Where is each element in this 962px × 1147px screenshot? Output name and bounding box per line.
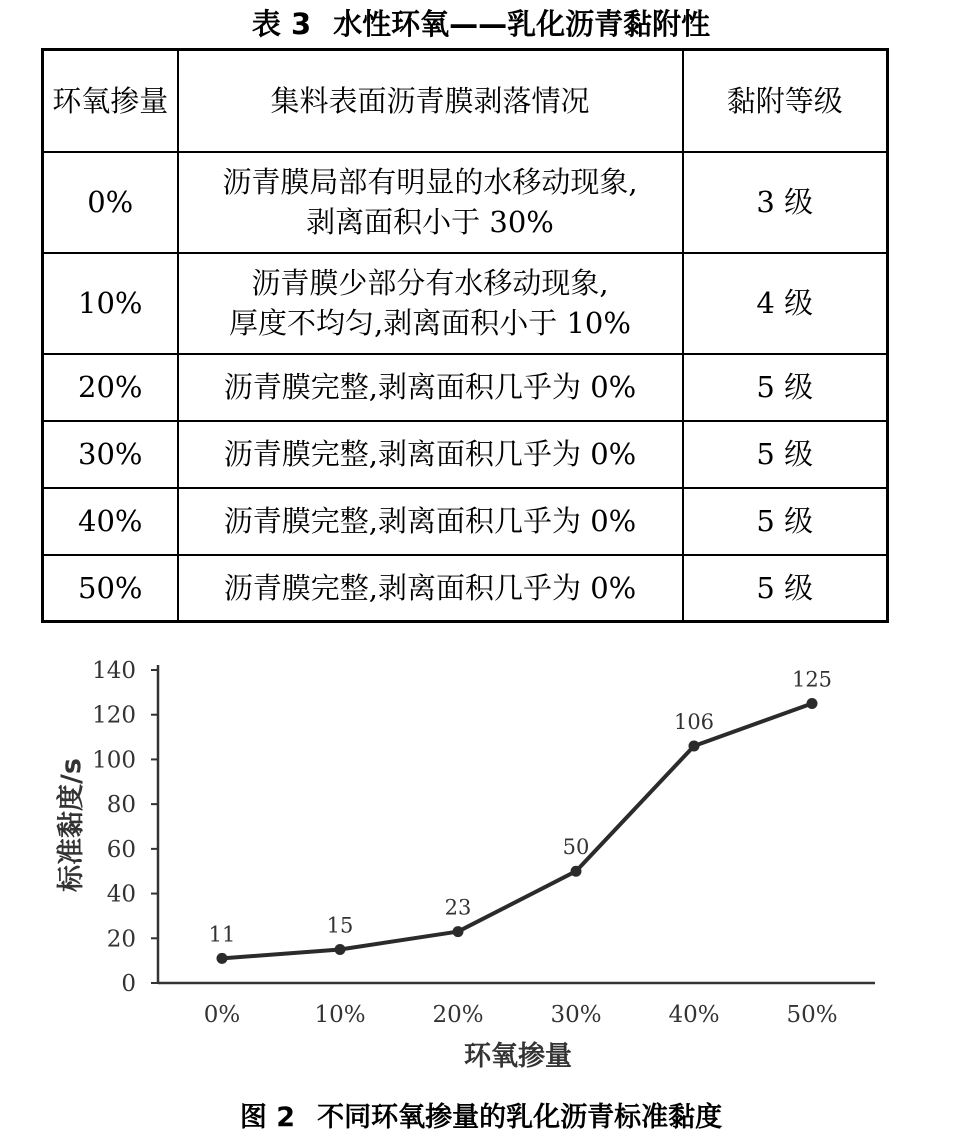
table-row [43,354,888,421]
cell-description: 沥青膜完整,剥离面积几乎为 0% [178,488,683,555]
figure-caption [0,1098,962,1138]
x-axis-label: 环氧掺量 [464,1041,572,1072]
cell-description: 沥青膜局部有明显的水移动现象, 剥离面积小于 30% [178,152,683,253]
x-tick-label: 30% [550,1002,602,1028]
data-label: 50 [562,835,590,860]
data-point [217,953,228,964]
y-tick-label: 0 [121,971,136,997]
x-tick-label: 20% [432,1002,484,1028]
y-tick-labels [92,658,136,997]
data-labels [209,668,832,947]
cell-grade: 5 级 [683,421,888,488]
data-label: 125 [791,667,833,692]
y-tick-label: 120 [92,702,136,729]
header-description: 集料表面沥青膜剥落情况 [178,50,683,152]
table-caption-number: 表 3 [251,7,312,41]
cell-description: 沥青膜完整,剥离面积几乎为 0% [178,555,683,622]
table-caption [0,4,962,44]
cell-dosage: 30% [43,421,178,488]
adhesion-table [41,48,889,623]
data-point [335,944,346,955]
data-label: 23 [444,895,472,920]
y-axis-label: 标准黏度/s [56,758,87,892]
cell-dosage: 20% [43,354,178,421]
y-tick-label: 20 [106,926,136,953]
cell-description: 沥青膜少部分有水移动现象, 厚度不均匀,剥离面积小于 10% [178,253,683,354]
viscosity-line-chart [0,640,962,1090]
cell-dosage: 40% [43,488,178,555]
cell-grade: 3 级 [683,152,888,253]
table-header-row [43,50,888,152]
data-point [689,741,700,752]
data-label: 15 [326,913,354,938]
y-tick-label: 40 [106,881,136,908]
cell-dosage: 50% [43,555,178,622]
table-row [43,555,888,622]
x-tick-labels [204,1002,838,1028]
header-grade: 黏附等级 [683,50,888,152]
y-tick-label: 60 [106,836,136,863]
data-point [571,866,582,877]
x-tick-label: 40% [668,1002,720,1028]
table-row [43,152,888,253]
cell-dosage: 10% [43,253,178,354]
x-tick-label: 10% [314,1002,366,1028]
data-point [453,926,464,937]
cell-description: 沥青膜完整,剥离面积几乎为 0% [178,354,683,421]
cell-grade: 5 级 [683,354,888,421]
table-row [43,488,888,555]
table-caption-title: 水性环氧——乳化沥青黏附性 [333,7,711,41]
data-point [807,698,818,709]
table-row [43,421,888,488]
y-tick-label: 100 [92,747,136,774]
cell-description: 沥青膜完整,剥离面积几乎为 0% [178,421,683,488]
x-tick-label: 0% [203,1002,241,1028]
data-points [217,698,818,964]
cell-grade: 5 级 [683,488,888,555]
series-line [222,704,812,959]
y-tick-label: 140 [92,658,136,684]
x-tick-label: 50% [786,1002,838,1028]
data-label: 106 [673,710,715,735]
figure-caption-number: 图 2 [239,1102,296,1133]
cell-grade: 4 级 [683,253,888,354]
y-tick-label: 80 [106,792,136,819]
cell-dosage: 0% [43,152,178,253]
data-label: 11 [208,922,236,947]
header-dosage: 环氧掺量 [43,50,178,152]
table-row [43,253,888,354]
cell-grade: 5 级 [683,555,888,622]
figure-caption-title: 不同环氧掺量的乳化沥青标准黏度 [317,1102,723,1133]
